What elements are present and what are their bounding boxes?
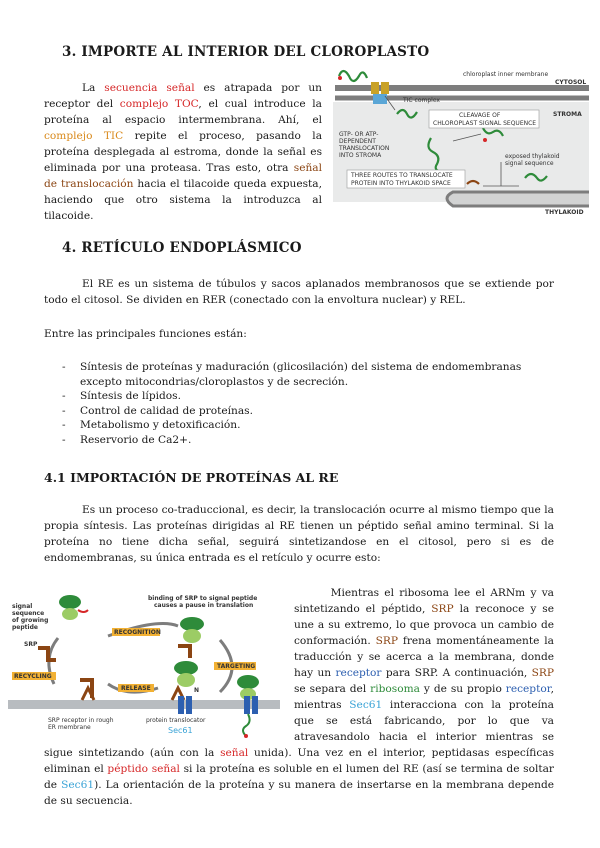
label-cleavage-1: CLEAVAGE OF [459, 112, 501, 119]
label-gtp-1: GTP- OR ATP- [339, 131, 379, 138]
label-inner-membrane: chloroplast inner membrane [463, 71, 549, 78]
label-gtp-4: INTO STROMA [339, 152, 382, 159]
label-gtp-3: TRANSLOCATION [339, 145, 390, 152]
toc-complex-shape [371, 82, 379, 94]
section-4-heading: 4. RETÍCULO ENDOPLÁSMICO [62, 240, 302, 256]
label-receptor-2: ER membrane [48, 724, 91, 731]
list-item: - Control de calidad de proteínas. [62, 404, 556, 419]
label-signal-4: peptide [12, 624, 38, 631]
label-receptor-1: SRP receptor in rough [48, 717, 114, 724]
label-n: N [194, 687, 200, 694]
label-signal-1: signal [12, 603, 33, 610]
label-exposed-2: signal sequence [505, 160, 554, 167]
section-3-heading: 3. IMPORTE AL INTERIOR DEL CLOROPLASTO [62, 44, 430, 60]
label-targeting: TARGETING [217, 663, 256, 670]
list-item: - Metabolismo y detoxificación. [62, 418, 556, 433]
label-tic: TIC complex [403, 97, 440, 104]
section-4-1-heading: 4.1 IMPORTACIÓN DE PROTEÍNAS AL RE [44, 470, 339, 485]
section-3-paragraph: La secuencia señal es atrapada por un receptor del complejo TOC, el cual introduce la proteína al espacio intermembrana. Ahí, el complejo TIC repite el proceso, pasando la proteína desplegada al estroma, donde la señal es eliminada por una proteasa. Tras esto, otra señal de translocación hacia el tilacoide queda expuesta, haciendo que otro sistema la introduzca al tilacoide. [44, 82, 323, 222]
label-binding-2: causes a pause in translation [154, 602, 254, 609]
label-binding-1: binding of SRP to signal peptide [148, 595, 258, 602]
section-4-1-paragraph-2: Mientras el ribosoma lee el ARNm y va sintetizando el péptido, SRP la reconoce y se une a su extremo, lo que provoca un cambio de conformación. SRP frena momentáneamente la traducción y se acerca a la membrana, donde hay un receptor para SRP. A continuación, SRP se separa del ribosoma y de su propio receptor, mientras Sec61 interacciona con la proteína que se está fabricando, por lo que va atravesandolo hacia el interior mientras se sigue sintetizando (aún con la señal unida). Una vez en el interior, peptidasas específicas eliminan el péptido señal si la proteína es soluble en el lumen del RE (así se termina de soltar de Sec61). La orientación de la proteína y su manera de insertarse en la membrana depende de su secuencia. [44, 587, 555, 807]
label-gtp-2: DEPENDENT [339, 138, 376, 145]
label-routes-2: PROTEIN INTO THYLAKOID SPACE [351, 180, 451, 187]
section-4-paragraph: El RE es un sistema de túbulos y sacos aplanados membranosos que se extiende por todo el citosol. Se dividen en RER (conectado con la envoltura nuclear) y REL. [44, 278, 554, 306]
section-4-functions-intro: Entre las principales funciones están: [44, 328, 247, 340]
label-exposed-1: exposed thylakoid [505, 153, 560, 160]
label-signal-3: of growing [12, 617, 49, 624]
chloroplast-import-figure [333, 66, 589, 220]
label-release: RELEASE [121, 685, 151, 692]
label-thylakoid: THYLAKOID [545, 209, 584, 216]
label-recognition: RECOGNITION [114, 629, 161, 636]
label-routes-1: THREE ROUTES TO TRANSLOCATE [351, 172, 453, 179]
list-item: - Síntesis de lípidos. [62, 389, 556, 404]
section-4-1-paragraph-1: Es un proceso co-traduccional, es decir, la translocación ocurre al mismo tiempo que la propia síntesis. Las proteínas dirigidas al RE tienen un péptido señal amino terminal. Si la proteína no tiene dicha señal, seguirá sintetizandose en el citosol, pero si es de endomembranas, su única entrada es el retículo y ocurre esto: [44, 504, 554, 564]
label-translocator: protein translocator [146, 717, 206, 724]
tic-complex-shape [373, 94, 387, 104]
label-stroma: STROMA [553, 111, 582, 118]
list-item: - Síntesis de proteínas y maduración (glicosilación) del sistema de endomembranas excepto mitocondrias/cloroplastos y de secreción. [62, 360, 556, 389]
label-cleavage-2: CHLOROPLAST SIGNAL SEQUENCE [433, 120, 537, 127]
label-signal-2: sequence [12, 610, 45, 617]
label-cytosol: CYTOSOL [555, 79, 587, 86]
label-recycling: RECYCLING [14, 673, 52, 680]
list-item: - Reservorio de Ca2+. [62, 433, 556, 448]
label-srp: SRP [24, 641, 38, 648]
functions-list [62, 360, 556, 448]
label-sec61: Sec61 [168, 726, 193, 735]
